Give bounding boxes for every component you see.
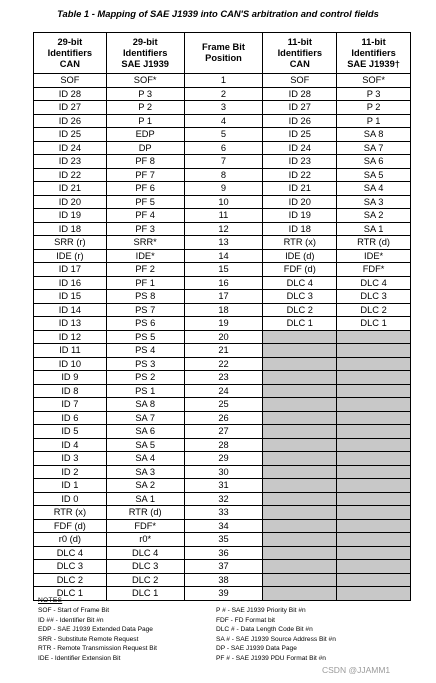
table-cell: ID 11 <box>34 344 107 358</box>
table-cell: P 3 <box>337 87 411 101</box>
table-row <box>34 330 411 344</box>
table-cell: ID 14 <box>34 303 107 317</box>
table-cell: EDP <box>106 128 184 142</box>
shaded-cell <box>263 479 337 493</box>
header-line: Position <box>205 53 242 63</box>
shaded-cell <box>337 344 411 358</box>
table-cell: DLC 4 <box>106 546 184 560</box>
table-cell: 21 <box>184 344 263 358</box>
table-cell: PF 6 <box>106 182 184 196</box>
table-cell: DLC 1 <box>337 317 411 331</box>
table-cell: 25 <box>184 398 263 412</box>
table-row <box>34 533 411 547</box>
header-frame-bit-position <box>184 33 263 74</box>
table-cell: DLC 1 <box>34 587 107 601</box>
table-cell: 29 <box>184 452 263 466</box>
table-cell: DLC 2 <box>34 573 107 587</box>
table-cell: SA 6 <box>337 155 411 169</box>
table-row <box>34 371 411 385</box>
shaded-cell <box>263 398 337 412</box>
table-cell: 32 <box>184 492 263 506</box>
table-cell: PF 5 <box>106 195 184 209</box>
table-cell: ID 2 <box>34 465 107 479</box>
table-cell: SA 4 <box>106 452 184 466</box>
table-cell: FDF* <box>106 519 184 533</box>
table-cell: FDF (d) <box>34 519 107 533</box>
notes-section <box>38 597 418 663</box>
header-line: 29-bit <box>57 36 83 47</box>
table-cell: PF 7 <box>106 168 184 182</box>
table-header-row <box>34 33 411 74</box>
table-cell: SA 2 <box>106 479 184 493</box>
table-cell: 36 <box>184 546 263 560</box>
table-row <box>34 195 411 209</box>
shaded-cell <box>337 425 411 439</box>
table-cell: 27 <box>184 425 263 439</box>
table-cell: 9 <box>184 182 263 196</box>
table-cell: FDF (d) <box>263 263 337 277</box>
table-cell: ID 6 <box>34 411 107 425</box>
table-row <box>34 209 411 223</box>
table-cell: PF 2 <box>106 263 184 277</box>
shaded-cell <box>263 411 337 425</box>
shaded-cell <box>337 479 411 493</box>
table-row <box>34 560 411 574</box>
table-cell: 37 <box>184 560 263 574</box>
table-row <box>34 492 411 506</box>
note-item: SRR - Substitute Remote Request <box>38 635 139 643</box>
header-line: CAN <box>289 58 310 69</box>
header-line: SAE J1939 <box>121 58 169 69</box>
table-row <box>34 290 411 304</box>
note-item: RTR - Remote Transmission Request Bit <box>38 645 157 653</box>
table-cell: 33 <box>184 506 263 520</box>
table-cell: DLC 3 <box>337 290 411 304</box>
table-cell: ID 21 <box>263 182 337 196</box>
table-cell: ID 20 <box>263 195 337 209</box>
table-row <box>34 357 411 371</box>
shaded-cell <box>263 425 337 439</box>
table-cell: ID 27 <box>34 101 107 115</box>
table-cell: 35 <box>184 533 263 547</box>
table-cell: DLC 2 <box>106 573 184 587</box>
table-row <box>34 236 411 250</box>
shaded-cell <box>263 371 337 385</box>
table-cell: ID 23 <box>34 155 107 169</box>
table-row <box>34 222 411 236</box>
table-cell: ID 26 <box>263 114 337 128</box>
table-cell: 31 <box>184 479 263 493</box>
shaded-cell <box>337 371 411 385</box>
table-cell: 22 <box>184 357 263 371</box>
header-11bit-can <box>263 33 337 74</box>
table-cell: SA 1 <box>337 222 411 236</box>
table-cell: 6 <box>184 141 263 155</box>
table-cell: ID 8 <box>34 384 107 398</box>
table-cell: PS 2 <box>106 371 184 385</box>
note-item: P # - SAE J1939 Priority Bit #n <box>216 607 306 614</box>
table-cell: 2 <box>184 87 263 101</box>
table-cell: 3 <box>184 101 263 115</box>
shaded-cell <box>337 519 411 533</box>
table-row <box>34 344 411 358</box>
table-row <box>34 249 411 263</box>
table-cell: 11 <box>184 209 263 223</box>
shaded-cell <box>263 330 337 344</box>
table-cell: PF 3 <box>106 222 184 236</box>
table-cell: PF 4 <box>106 209 184 223</box>
table-cell: DLC 4 <box>337 276 411 290</box>
table-cell: DLC 1 <box>106 587 184 601</box>
table-row <box>34 114 411 128</box>
table-cell: 13 <box>184 236 263 250</box>
table-cell: 24 <box>184 384 263 398</box>
shaded-cell <box>337 384 411 398</box>
table-title: Table 1 - Mapping of SAE J1939 into CAN'S arbitration and control fields <box>57 8 379 19</box>
table-cell: DLC 3 <box>106 560 184 574</box>
table-row <box>34 128 411 142</box>
table-cell: PS 6 <box>106 317 184 331</box>
table-cell: ID 25 <box>34 128 107 142</box>
table-cell: SA 7 <box>106 411 184 425</box>
table-cell: 23 <box>184 371 263 385</box>
table-cell: ID 18 <box>263 222 337 236</box>
table-cell: DLC 3 <box>263 290 337 304</box>
table-cell: RTR (d) <box>337 236 411 250</box>
table-cell: PF 8 <box>106 155 184 169</box>
table-cell: 28 <box>184 438 263 452</box>
table-row <box>34 506 411 520</box>
table-row <box>34 87 411 101</box>
table-cell: 19 <box>184 317 263 331</box>
table-cell: ID 7 <box>34 398 107 412</box>
table-cell: ID 23 <box>263 155 337 169</box>
table-row <box>34 384 411 398</box>
table-cell: SA 3 <box>337 195 411 209</box>
table-cell: RTR (x) <box>263 236 337 250</box>
table-row <box>34 182 411 196</box>
shaded-cell <box>263 344 337 358</box>
table-cell: 38 <box>184 573 263 587</box>
table-cell: ID 21 <box>34 182 107 196</box>
note-item: EDP - SAE J1939 Extended Data Page <box>38 626 153 634</box>
header-line: Frame Bit <box>202 42 245 52</box>
table-cell: RTR (d) <box>106 506 184 520</box>
table-cell: P 3 <box>106 87 184 101</box>
table-cell: 8 <box>184 168 263 182</box>
table-cell: IDE (d) <box>263 249 337 263</box>
table-cell: SA 5 <box>106 438 184 452</box>
table-cell: SA 4 <box>337 182 411 196</box>
table-cell: SOF* <box>106 74 184 88</box>
table-cell: ID 5 <box>34 425 107 439</box>
shaded-cell <box>263 546 337 560</box>
shaded-cell <box>337 330 411 344</box>
shaded-cell <box>337 452 411 466</box>
table-cell: FDF* <box>337 263 411 277</box>
table-cell: ID 27 <box>263 101 337 115</box>
watermark: CSDN @JJAMM1 <box>322 665 391 675</box>
notes-list <box>38 607 418 663</box>
table-cell: IDE* <box>337 249 411 263</box>
shaded-cell <box>337 546 411 560</box>
table-cell: SOF* <box>337 74 411 88</box>
shaded-cell <box>337 398 411 412</box>
table-cell: ID 13 <box>34 317 107 331</box>
table-cell: ID 12 <box>34 330 107 344</box>
table-cell: PS 7 <box>106 303 184 317</box>
table-cell: 14 <box>184 249 263 263</box>
table-cell: SA 8 <box>106 398 184 412</box>
table-row <box>34 398 411 412</box>
header-line: 11-bit <box>287 36 312 47</box>
shaded-cell <box>263 533 337 547</box>
shaded-cell <box>263 519 337 533</box>
mapping-table <box>33 32 411 601</box>
table-cell: PS 4 <box>106 344 184 358</box>
shaded-cell <box>263 384 337 398</box>
table-cell: P 2 <box>337 101 411 115</box>
table-cell: ID 19 <box>34 209 107 223</box>
shaded-cell <box>263 560 337 574</box>
table-cell: ID 22 <box>263 168 337 182</box>
table-cell: P 1 <box>106 114 184 128</box>
table-cell: 18 <box>184 303 263 317</box>
table-cell: ID 15 <box>34 290 107 304</box>
table-cell: SOF <box>34 74 107 88</box>
table-cell: P 1 <box>337 114 411 128</box>
header-line: Identifiers <box>122 47 168 58</box>
header-line: 11-bit <box>361 36 386 47</box>
table-row <box>34 479 411 493</box>
note-item: SOF - Start of Frame Bit <box>38 607 110 614</box>
shaded-cell <box>337 533 411 547</box>
table-row <box>34 276 411 290</box>
table-row <box>34 141 411 155</box>
table-cell: 16 <box>184 276 263 290</box>
table-row <box>34 573 411 587</box>
table-row <box>34 438 411 452</box>
table-cell: r0 (d) <box>34 533 107 547</box>
table-cell: PS 3 <box>106 357 184 371</box>
shaded-cell <box>263 357 337 371</box>
table-cell: 30 <box>184 465 263 479</box>
table-cell: 15 <box>184 263 263 277</box>
table-cell: 17 <box>184 290 263 304</box>
table-cell: IDE* <box>106 249 184 263</box>
table-cell: ID 17 <box>34 263 107 277</box>
table-row <box>34 465 411 479</box>
header-line: SAE J1939† <box>347 58 400 69</box>
table-cell: 12 <box>184 222 263 236</box>
shaded-cell <box>337 560 411 574</box>
table-cell: DLC 3 <box>34 560 107 574</box>
table-row <box>34 155 411 169</box>
table-row <box>34 263 411 277</box>
shaded-cell <box>263 573 337 587</box>
shaded-cell <box>337 357 411 371</box>
table-cell: 5 <box>184 128 263 142</box>
table-cell: 7 <box>184 155 263 169</box>
table-row <box>34 411 411 425</box>
table-cell: ID 4 <box>34 438 107 452</box>
header-line: Identifiers <box>47 47 93 58</box>
table-cell: ID 26 <box>34 114 107 128</box>
shaded-cell <box>263 465 337 479</box>
table-cell: SA 2 <box>337 209 411 223</box>
table-cell: DLC 2 <box>263 303 337 317</box>
header-line: Identifiers <box>351 47 396 58</box>
table-cell: ID 19 <box>263 209 337 223</box>
table-cell: ID 16 <box>34 276 107 290</box>
table-row <box>34 519 411 533</box>
note-item: IDE - Identifier Extension Bit <box>38 654 121 662</box>
shaded-cell <box>263 506 337 520</box>
header-line: CAN <box>59 58 80 69</box>
table-cell: 4 <box>184 114 263 128</box>
table-cell: ID 0 <box>34 492 107 506</box>
table-cell: DLC 1 <box>263 317 337 331</box>
note-item: PF # - SAE J1939 PDU Format Bit #n <box>216 654 326 662</box>
table-cell: SA 5 <box>337 168 411 182</box>
table-cell: 39 <box>184 587 263 601</box>
notes-title: NOTES <box>38 597 63 604</box>
header-line: Identifiers <box>277 47 323 58</box>
shaded-cell <box>337 506 411 520</box>
shaded-cell <box>337 465 411 479</box>
table-cell: ID 28 <box>263 87 337 101</box>
table-cell: ID 18 <box>34 222 107 236</box>
table-cell: ID 24 <box>263 141 337 155</box>
table-cell: SRR (r) <box>34 236 107 250</box>
table-cell: DLC 4 <box>263 276 337 290</box>
table-cell: ID 25 <box>263 128 337 142</box>
table-cell: DP <box>106 141 184 155</box>
table-cell: r0* <box>106 533 184 547</box>
note-item: FDF - FD Format bit <box>216 616 275 624</box>
header-29bit-can <box>34 33 107 74</box>
table-cell: PS 1 <box>106 384 184 398</box>
note-item: ID ## - Identifier Bit #n <box>38 616 104 624</box>
table-cell: ID 20 <box>34 195 107 209</box>
header-11bit-j1939 <box>337 33 411 74</box>
table-cell: DLC 4 <box>34 546 107 560</box>
table-row <box>34 317 411 331</box>
table-cell: ID 1 <box>34 479 107 493</box>
table-cell: PS 5 <box>106 330 184 344</box>
table-row <box>34 168 411 182</box>
table-cell: PS 8 <box>106 290 184 304</box>
table-cell: 26 <box>184 411 263 425</box>
table-cell: 10 <box>184 195 263 209</box>
note-item: DP - SAE J1939 Data Page <box>216 645 297 653</box>
table-cell: SOF <box>263 74 337 88</box>
table-cell: ID 28 <box>34 87 107 101</box>
table-cell: 1 <box>184 74 263 88</box>
table-cell: PF 1 <box>106 276 184 290</box>
table-cell: ID 22 <box>34 168 107 182</box>
shaded-cell <box>263 438 337 452</box>
shaded-cell <box>337 438 411 452</box>
shaded-cell <box>263 492 337 506</box>
table-cell: SA 6 <box>106 425 184 439</box>
shaded-cell <box>263 452 337 466</box>
note-item: SA # - SAE J1939 Source Address Bit #n <box>216 635 336 643</box>
table-cell: IDE (r) <box>34 249 107 263</box>
table-cell: SA 8 <box>337 128 411 142</box>
table-cell: ID 10 <box>34 357 107 371</box>
table-cell: SA 3 <box>106 465 184 479</box>
table-cell: ID 24 <box>34 141 107 155</box>
table-cell: ID 3 <box>34 452 107 466</box>
table-cell: ID 9 <box>34 371 107 385</box>
shaded-cell <box>337 573 411 587</box>
table-cell: 20 <box>184 330 263 344</box>
table-cell: RTR (x) <box>34 506 107 520</box>
table-cell: P 2 <box>106 101 184 115</box>
table-row <box>34 74 411 88</box>
table-cell: 34 <box>184 519 263 533</box>
table-row <box>34 303 411 317</box>
table-cell: SA 7 <box>337 141 411 155</box>
shaded-cell <box>337 492 411 506</box>
table-cell: SA 1 <box>106 492 184 506</box>
table-cell: DLC 2 <box>337 303 411 317</box>
header-line: 29-bit <box>132 36 158 47</box>
note-item: DLC # - Data Length Code Bit #n <box>216 626 313 634</box>
table-row <box>34 452 411 466</box>
table-row <box>34 546 411 560</box>
shaded-cell <box>337 411 411 425</box>
table-body <box>34 74 411 601</box>
header-29bit-j1939 <box>106 33 184 74</box>
table-row <box>34 101 411 115</box>
table-cell: SRR* <box>106 236 184 250</box>
table-row <box>34 425 411 439</box>
